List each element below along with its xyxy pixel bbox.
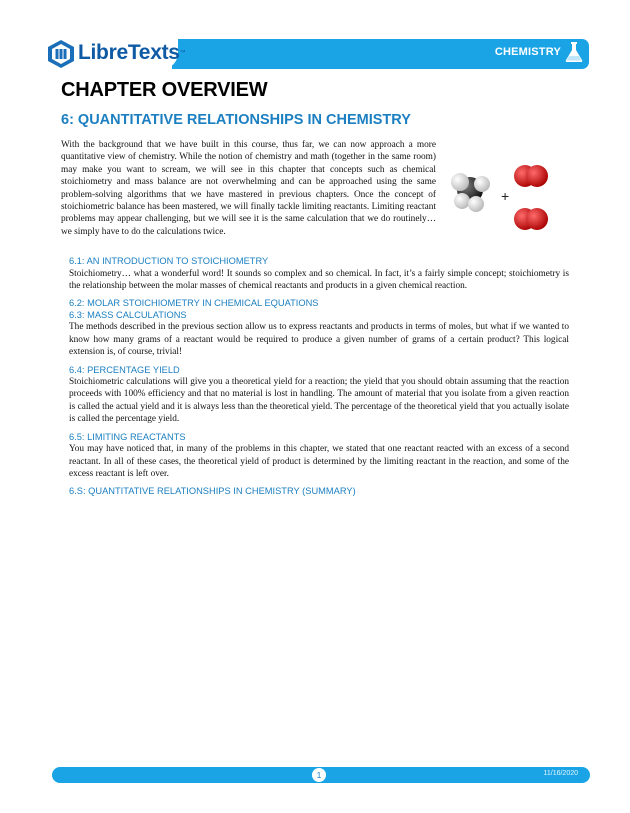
logo-wordmark[interactable]: LibreTexts™ <box>78 41 186 64</box>
section-6-3 <box>69 310 569 359</box>
section-link[interactable]: 6.S: QUANTITATIVE RELATIONSHIPS IN CHEMISTRY (SUMMARY) <box>69 486 356 497</box>
section-list <box>69 256 569 498</box>
section-summary: The methods described in the previous section allow us to express reactants and products in terms of moles, but what if we wanted to know how many grams of a reactant would be required to produce a given number of grams of a certain product? This logical extension is, of course, trivial! <box>69 322 569 358</box>
section-6-1 <box>69 256 569 292</box>
section-summary: Stoichiometric calculations will give you a theoretical yield for a reaction; the yield that you should obtain assuming that the reaction proceeds with 100% efficiency and that no material is lost in handling. The amount of material that you isolate from a given reaction is called the actual yield and it is always less than the theoretical yield. The percentage of the theoretical yield that you actually isolate is called the percentage yield. <box>69 377 569 425</box>
page-number: 1 <box>312 768 326 782</box>
flask-icon <box>565 41 583 63</box>
section-link[interactable]: 6.2: MOLAR STOICHIOMETRY IN CHEMICAL EQUATIONS <box>69 298 319 309</box>
section-6-s <box>69 486 569 498</box>
section-6-4 <box>69 365 569 426</box>
page-title: CHAPTER OVERVIEW <box>61 79 268 101</box>
section-summary: Stoichiometry… what a wonderful word! It sounds so complex and so chemical. In fact, it’s a fairly simple concept; stoichiometry is the relationship between the molar masses of chemical reactants and products in a given chemical reaction. <box>69 268 569 291</box>
print-date: 11/16/2020 <box>543 770 578 777</box>
section-link[interactable]: 6.5: LIMITING REACTANTS <box>69 431 186 442</box>
section-link[interactable]: 6.1: AN INTRODUCTION TO STOICHIOMETRY <box>69 256 269 266</box>
section-link[interactable]: 6.4: PERCENTAGE YIELD <box>69 364 180 375</box>
section-6-5 <box>69 432 569 481</box>
libretexts-logo-icon[interactable] <box>46 39 76 69</box>
methane-plus-oxygen-molecules-icon <box>448 158 568 238</box>
section-6-2 <box>69 298 569 310</box>
chapter-title[interactable]: 6: QUANTITATIVE RELATIONSHIPS IN CHEMISTRY <box>61 112 411 128</box>
plus-sign: + <box>501 188 510 204</box>
library-label[interactable]: CHEMISTRY <box>494 46 561 58</box>
chapter-intro: With the background that we have built in this course, thus far, we can now approach a more quantitative view of chemistry. While the notion of chemistry and math (together in the same room) may make you want to scream, we will see in this chapter that concepts such as chemical stoichiometry and mass balance are not overwhelming and can be approached using the same problem-solving algorithms that we have mastered in previous chapters. Once the concept of stoichiometric balance has been mastered, we will finally tackle limiting reactants. Limiting reactant problems may appear challenging, but we will see it is the same calculation that we do routinely… we simply have to do the calculations twice. <box>61 140 436 237</box>
section-summary: You may have noticed that, in many of the problems in this chapter, we stated that one reactant reacted with an excess of a second reactant. In all of these cases, the theoretical yield of product is determined by the limiting reactant in the reaction, and some of the excess reactant is left over. <box>69 444 569 479</box>
section-link[interactable]: 6.3: MASS CALCULATIONS <box>69 309 187 320</box>
